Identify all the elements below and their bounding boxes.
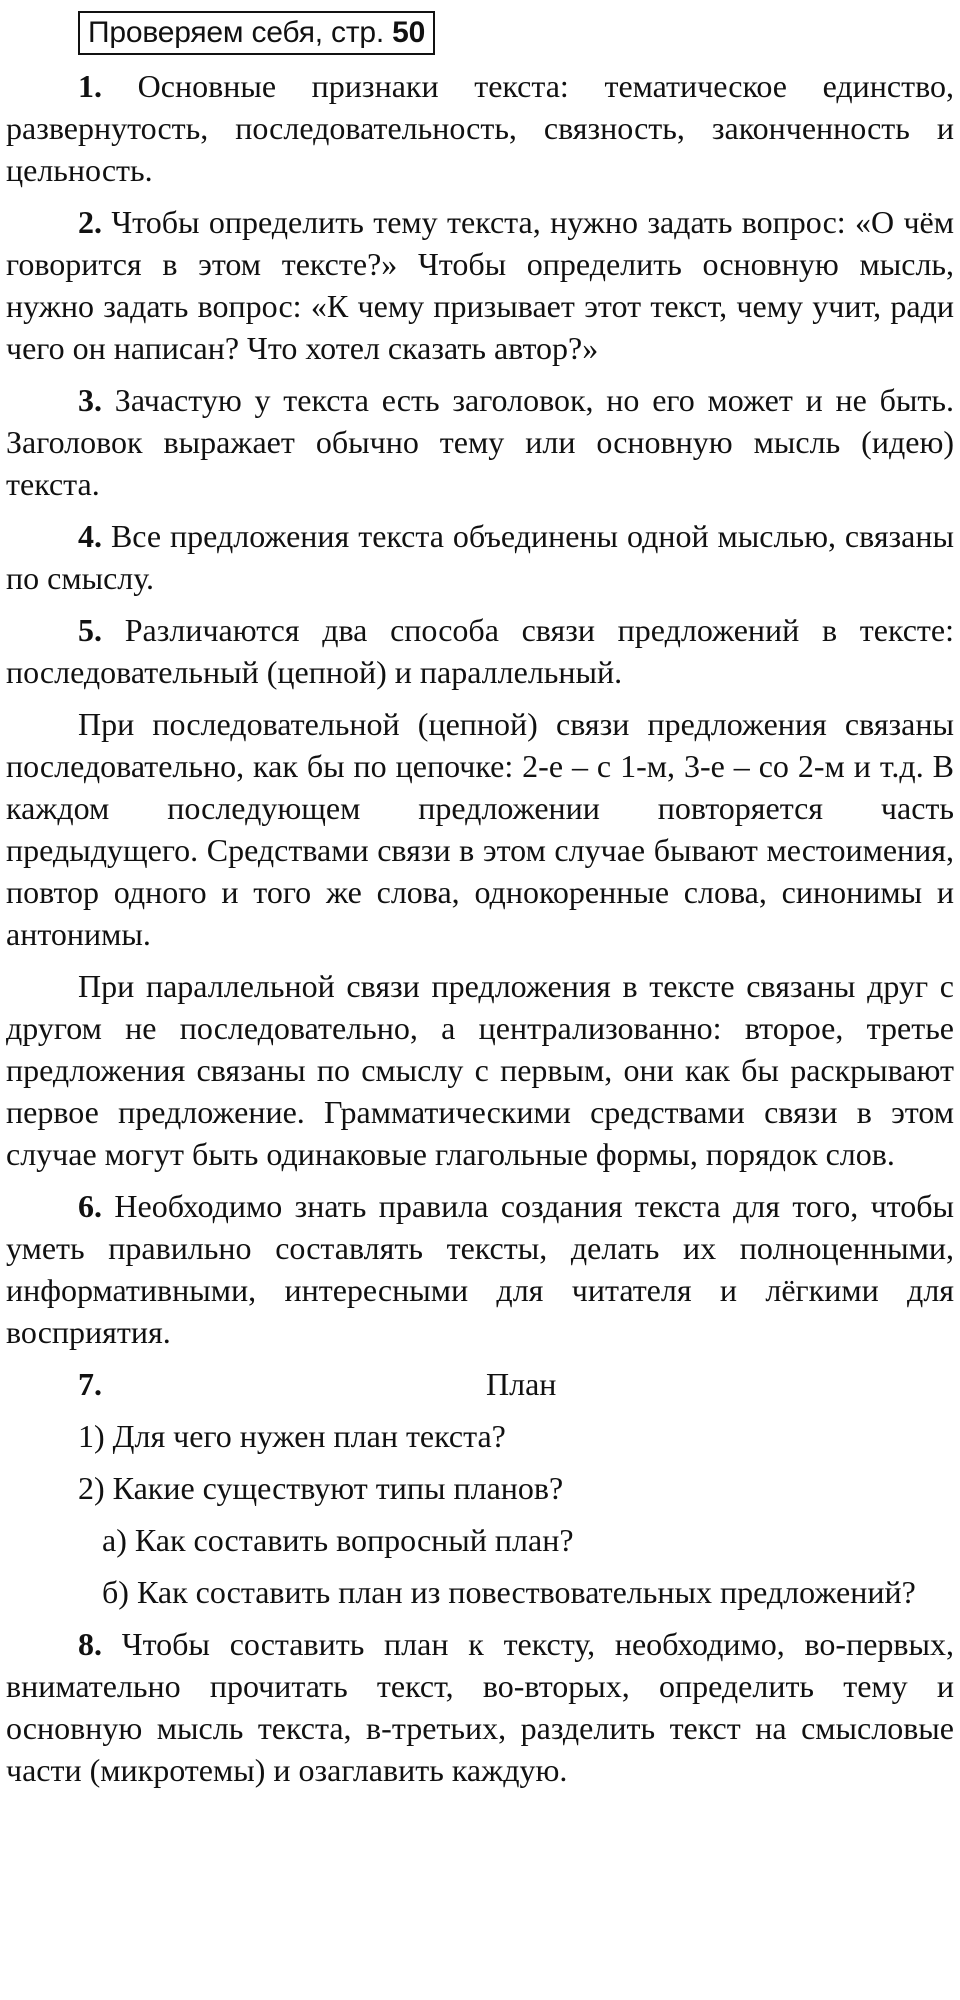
answer-2 (6, 201, 954, 369)
answer-7-heading (6, 1363, 954, 1405)
answer-text: Необходимо знать правила создания текста для того, чтобы уметь правильно составлять тексты, делать их полноценными, информативными, интересными для читателя и лёгкими для восприятия. (6, 1188, 955, 1350)
answer-5 (6, 609, 954, 693)
answer-number: 5. (78, 612, 102, 648)
plan-item-2: 2) Какие существуют типы планов? (78, 1470, 564, 1506)
answer-number: 4. (78, 518, 102, 554)
answer-text: Чтобы определить тему текста, нужно задать вопрос: «О чём говорится в этом тексте?» Чтобы определить основную мысль, нужно задать вопрос: «К чему призывает этот текст, чему учит, ради чего он написан? Что хотел сказать автор?» (6, 204, 955, 366)
answer-text: Чтобы составить план к тексту, необходимо, во-первых, внимательно прочитать текст, во-вторых, определить тему и основную мысль текста, в-третьих, разделить текст на смысловые части (микротемы) и озаглавить каждую. (6, 1626, 955, 1788)
answer-number: 8. (78, 1626, 102, 1662)
plan-title: План (486, 1366, 557, 1402)
paragraph-chain-link: При последовательной (цепной) связи предложения связаны последовательно, как бы по цепочке: 2-е – с 1-м, 3-е – со 2-м и т.д. В каждом последующем предложении повторяется часть предыдущего. Средствами связи в этом случае бывают местоимения, повтор одного и того же слова, однокоренные слова, синонимы и антонимы. (6, 706, 954, 952)
paragraph-parallel-link: При параллельной связи предложения в тексте связаны друг с другом не последовательно, а централизованно: второе, третье предложения связаны по смыслу с первым, они как бы раскрывают первое предложение. Грамматическими средствами связи в этом случае могут быть одинаковые глагольные формы, порядок слов. (6, 968, 954, 1172)
heading-text: Проверяем себя, стр. (88, 16, 393, 49)
heading-page-number: 50 (392, 16, 426, 49)
answer-text: Основные признаки текста: тематическое единство, развернутость, последовательность, связность, законченность и цельность. (6, 68, 955, 188)
answer-4 (6, 515, 954, 599)
answer-number: 3. (78, 382, 102, 418)
answer-number: 6. (78, 1188, 102, 1224)
answer-text: Зачастую у текста есть заголовок, но его может и не быть. Заголовок выражает обычно тему или основную мысль (идею) текста. (6, 382, 955, 502)
answer-number: 7. (78, 1366, 102, 1402)
plan-item-1: 1) Для чего нужен план текста? (78, 1418, 506, 1454)
answer-3 (6, 379, 954, 505)
answer-number: 1. (78, 68, 102, 104)
page-heading (78, 11, 435, 55)
plan-item-2b: б) Как составить план из повествовательных предложений? (102, 1574, 916, 1610)
plan-item-2a: а) Как составить вопросный план? (102, 1522, 574, 1558)
answer-text: Все предложения текста объединены одной мыслью, связаны по смыслу. (6, 518, 955, 596)
answer-8 (6, 1623, 954, 1791)
answer-1 (6, 65, 954, 191)
answer-number: 2. (78, 204, 102, 240)
answer-6 (6, 1185, 954, 1353)
answer-text: Различаются два способа связи предложений в тексте: последовательный (цепной) и параллельный. (6, 612, 955, 690)
